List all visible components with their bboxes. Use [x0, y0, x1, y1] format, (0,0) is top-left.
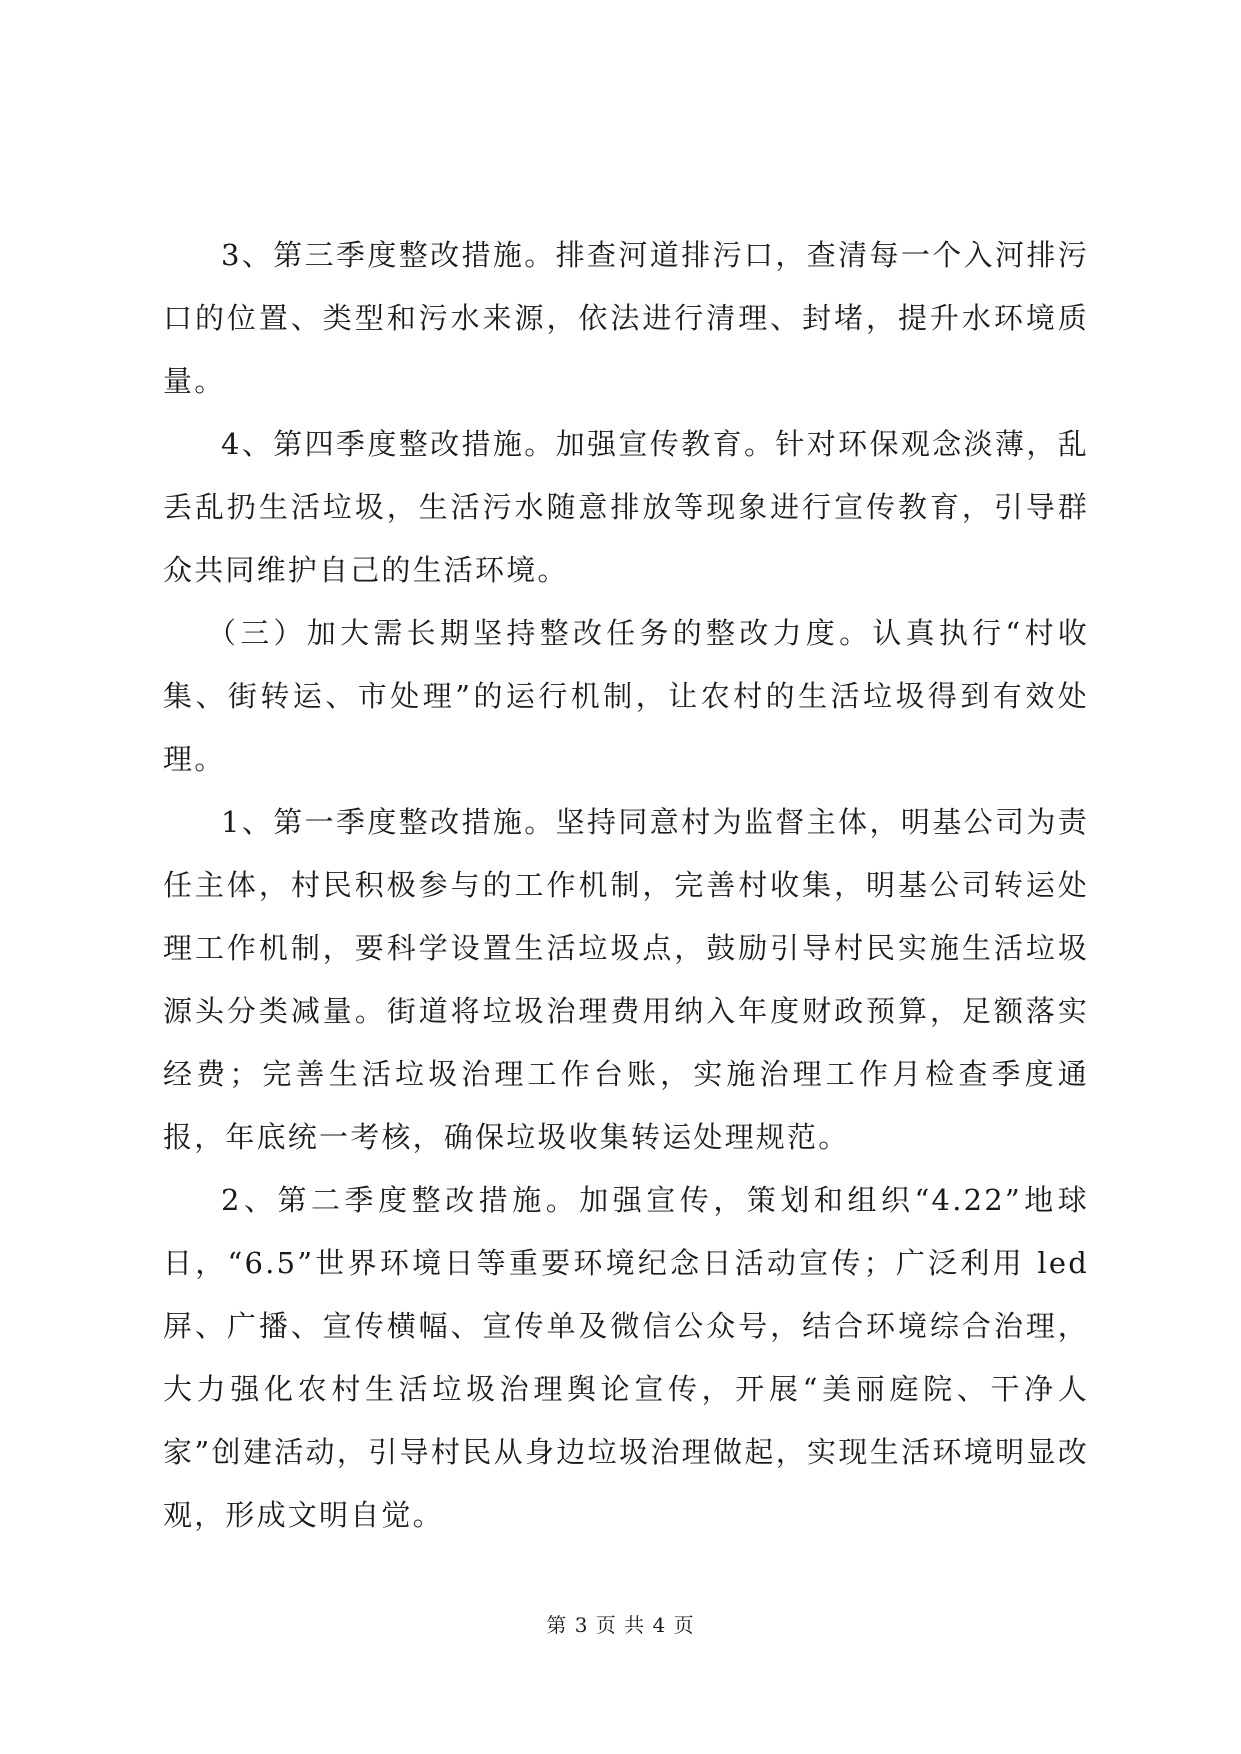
page-footer: 第 3 页 共 4 页 [546, 1613, 695, 1637]
paragraph-q3-measures: 3、第三季度整改措施。排查河道排污口，查清每一个入河排污口的位置、类型和污水来源，依法进行清理、封堵，提升水环境质量。 [163, 238, 1089, 398]
paragraph-q1-measures: 1、第一季度整改措施。坚持同意村为监督主体，明基公司为责任主体，村民积极参与的工作机制，完善村收集，明基公司转运处理工作机制，要科学设置生活垃圾点，鼓励引导村民实施生活垃圾源头分类减量。街道将垃圾治理费用纳入年度财政预算，足额落实经费；完善生活垃圾治理工作台账，实施治理工作月检查季度通报，年底统一考核，确保垃圾收集转运处理规范。 [163, 805, 1089, 1154]
document-body [163, 224, 1089, 1547]
paragraph-q4-measures: 4、第四季度整改措施。加强宣传教育。针对环保观念淡薄，乱丢乱扔生活垃圾，生活污水随意排放等现象进行宣传教育，引导群众共同维护自己的生活环境。 [163, 427, 1089, 587]
paragraph-section-three: （三）加大需长期坚持整改任务的整改力度。认真执行“村收集、街转运、市处理”的运行机制，让农村的生活垃圾得到有效处理。 [163, 616, 1089, 776]
paragraph-q2-measures: 2、第二季度整改措施。加强宣传，策划和组织“4.22”地球日，“6.5”世界环境日等重要环境纪念日活动宣传；广泛利用 led 屏、广播、宣传横幅、宣传单及微信公众号，结合环境综合治理，大力强化农村生活垃圾治理舆论宣传，开展“美丽庭院、干净人家”创建活动，引导村民从身边垃圾治理做起，实现生活环境明显改观，形成文明自觉。 [163, 1183, 1089, 1532]
